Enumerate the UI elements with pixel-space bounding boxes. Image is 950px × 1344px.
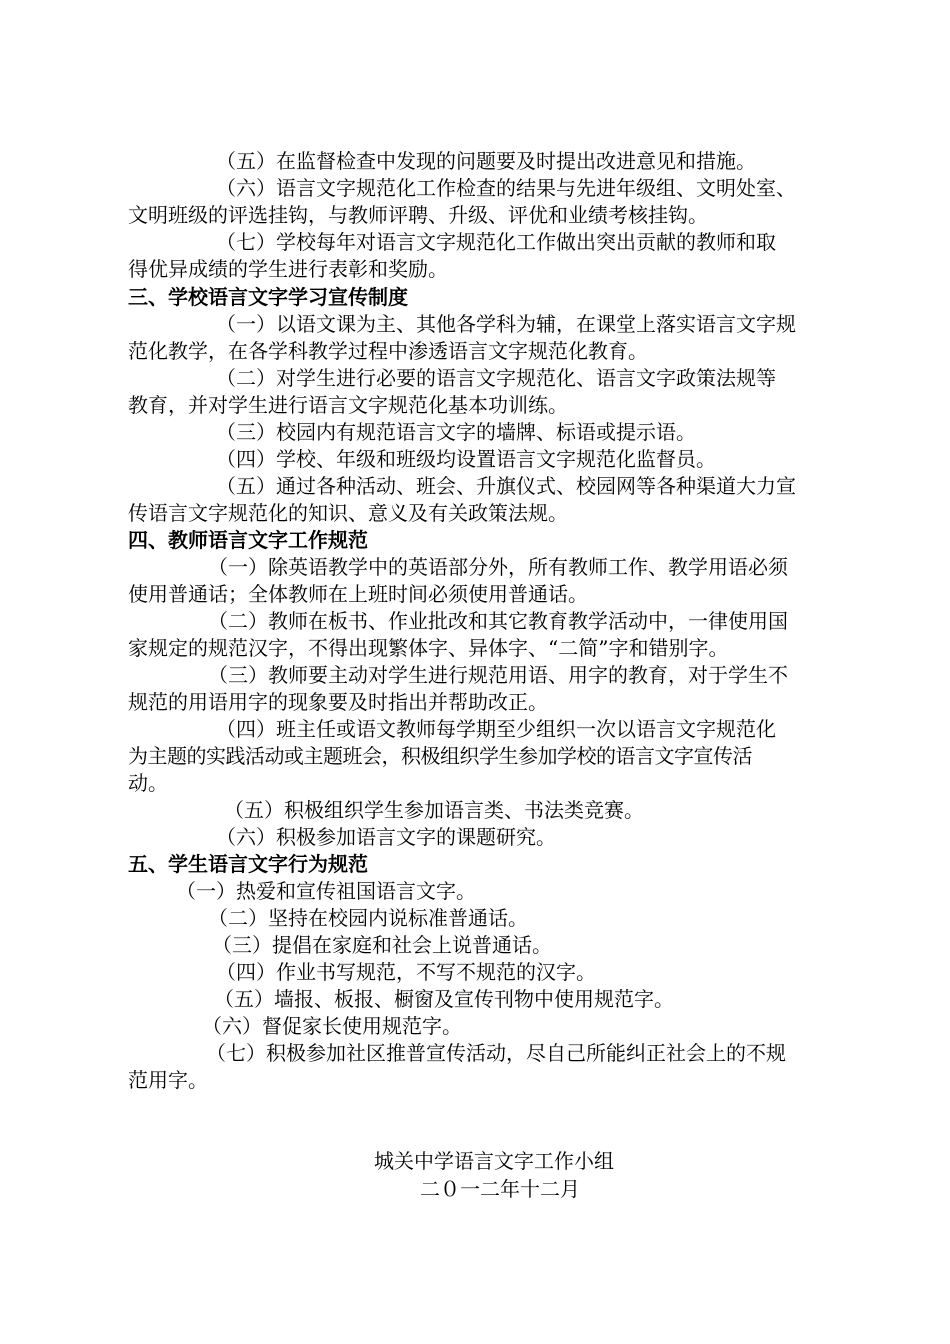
- paragraph-line: 教育，并对学生进行语言文字规范化基本功训练。: [128, 393, 568, 417]
- paragraph-line: （五）墙报、板报、橱窗及宣传刊物中使用规范字。: [214, 987, 674, 1011]
- paragraph-line: （六）语言文字规范化工作检查的结果与先进年级组、文明处室、: [216, 176, 796, 200]
- section-heading-3: 三、学校语言文字学习宣传制度: [128, 285, 408, 309]
- paragraph-line: 得优异成绩的学生进行表彰和奖励。: [128, 257, 448, 281]
- paragraph-line: 范用字。: [128, 1068, 208, 1092]
- section-heading-4: 四、教师语言文字工作规范: [128, 528, 368, 552]
- paragraph-line: （六）积极参加语言文字的课题研究。: [216, 825, 556, 849]
- signature-date: 二０一二年十二月: [420, 1177, 580, 1201]
- paragraph-line: （二）对学生进行必要的语言文字规范化、语言文字政策法规等: [216, 366, 776, 390]
- paragraph-line: （三）校园内有规范语言文字的墙牌、标语或提示语。: [216, 420, 696, 444]
- paragraph-line: 范化教学，在各学科教学过程中渗透语言文字规范化教育。: [128, 339, 648, 363]
- paragraph-line: 文明班级的评选挂钩，与教师评聘、升级、评优和业绩考核挂钩。: [128, 203, 708, 227]
- paragraph-line: 为主题的实践活动或主题班会，积极组织学生参加学校的语言文字宣传活: [128, 744, 752, 768]
- paragraph-line: （一）除英语教学中的英语部分外，所有教师工作、教学用语必须: [208, 555, 788, 579]
- paragraph-line: （四）班主任或语文教师每学期至少组织一次以语言文字规范化: [216, 717, 776, 741]
- paragraph-line: 传语言文字规范化的知识、意义及有关政策法规。: [128, 501, 568, 525]
- paragraph-line: （五）通过各种活动、班会、升旗仪式、校园网等各种渠道大力宣: [216, 474, 796, 498]
- paragraph-line: 使用普通话；全体教师在上班时间必须使用普通话。: [128, 582, 588, 606]
- paragraph-line: （五）积极组织学生参加语言类、书法类竞赛。: [224, 798, 644, 822]
- paragraph-line: （一）热爱和宣传祖国语言文字。: [176, 879, 476, 903]
- paragraph-line: （一）以语文课为主、其他各学科为辅，在课堂上落实语言文字规: [216, 312, 796, 336]
- paragraph-line: （二）教师在板书、作业批改和其它教育教学活动中，一律使用国: [208, 609, 788, 633]
- paragraph-line: （三）教师要主动对学生进行规范用语、用字的教育，对于学生不: [208, 663, 788, 687]
- paragraph-line: （三）提倡在家庭和社会上说普通话。: [212, 933, 552, 957]
- section-heading-5: 五、学生语言文字行为规范: [128, 852, 368, 876]
- paragraph-line: 家规定的规范汉字，不得出现繁体字、异体字、“二简”字和错别字。: [128, 636, 729, 660]
- paragraph-line: （四）作业书写规范，不写不规范的汉字。: [216, 960, 596, 984]
- paragraph-line: 规范的用语用字的现象要及时指出并帮助改正。: [128, 690, 548, 714]
- paragraph-line: （四）学校、年级和班级均设置语言文字规范化监督员。: [216, 447, 716, 471]
- paragraph-line: （七）积极参加社区推普宣传活动，尽自己所能纠正社会上的不规: [206, 1041, 786, 1065]
- signature-org: 城关中学语言文字工作小组: [374, 1149, 614, 1173]
- paragraph-line: （七）学校每年对语言文字规范化工作做出突出贡献的教师和取: [216, 230, 776, 254]
- paragraph-line: 动。: [128, 771, 168, 795]
- paragraph-line: （五）在监督检查中发现的问题要及时提出改进意见和措施。: [216, 149, 756, 173]
- paragraph-line: （六）督促家长使用规范字。: [202, 1014, 462, 1038]
- paragraph-line: （二）坚持在校园内说标准普通话。: [208, 906, 528, 930]
